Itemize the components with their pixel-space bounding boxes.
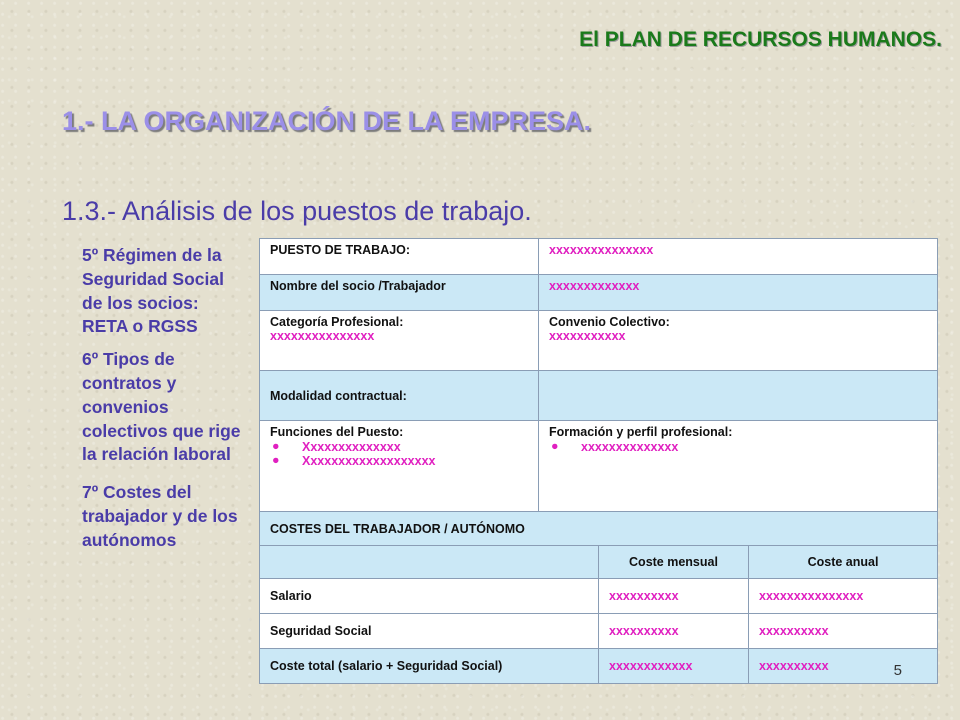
- row-nombre: [260, 275, 938, 311]
- cost-row-mensual: xxxxxxxxxx: [599, 579, 749, 614]
- list-item: ● Xxxxxxxxxxxxxxxxxxx: [272, 453, 436, 468]
- bullet-icon: ●: [551, 439, 559, 453]
- col-coste-mensual: Coste mensual: [599, 546, 749, 579]
- bullet-icon: ●: [272, 439, 280, 453]
- modalidad-label: Modalidad contractual:: [260, 371, 539, 421]
- side-note-contratos: 6º Tipos de contratos y convenios colectivos que rige la relación laboral: [82, 349, 241, 465]
- formacion-list: [549, 440, 927, 454]
- row-modalidad: [260, 371, 938, 421]
- nombre-label: Nombre del socio /Trabajador: [260, 275, 539, 311]
- categoria-label: Categoría Profesional:: [270, 315, 404, 329]
- section-title: 1.- LA ORGANIZACIÓN DE LA EMPRESA.: [62, 106, 592, 136]
- list-item: ● xxxxxxxxxxxxxx: [551, 439, 679, 454]
- cost-row-anual: xxxxxxxxxx: [749, 649, 938, 684]
- convenio-value: xxxxxxxxxxx: [549, 329, 626, 343]
- puesto-label: PUESTO DE TRABAJO:: [260, 239, 539, 275]
- funciones-label: Funciones del Puesto:: [270, 425, 404, 439]
- job-analysis-table: [259, 238, 938, 684]
- list-item: ● Xxxxxxxxxxxxxx: [272, 439, 401, 454]
- nombre-value: xxxxxxxxxxxxx: [539, 275, 938, 311]
- cost-row-label: Coste total (salario + Seguridad Social): [260, 649, 599, 684]
- row-categoria-convenio: [260, 311, 938, 371]
- funciones-list: [270, 440, 528, 468]
- row-costes-title: [260, 512, 938, 546]
- categoria-value: xxxxxxxxxxxxxxx: [270, 329, 375, 343]
- cost-row-label: Seguridad Social: [260, 614, 599, 649]
- row-funciones-formacion: [260, 421, 938, 512]
- categoria-cell: [260, 311, 539, 371]
- cost-row-anual: xxxxxxxxxxxxxxx: [749, 579, 938, 614]
- side-note-seguridad-social: 5º Régimen de la Seguridad Social de los socios: RETA o RGSS: [82, 245, 224, 337]
- table-row: [260, 649, 938, 684]
- cost-row-label: Salario: [260, 579, 599, 614]
- convenio-cell: [539, 311, 938, 371]
- presentation-title: El PLAN DE RECURSOS HUMANOS.: [579, 28, 942, 51]
- convenio-label: Convenio Colectivo:: [549, 315, 670, 329]
- subsection-title: 1.3.- Análisis de los puestos de trabajo.: [62, 196, 532, 226]
- cost-row-anual: xxxxxxxxxx: [749, 614, 938, 649]
- row-puesto: [260, 239, 938, 275]
- costes-header-empty: [260, 546, 599, 579]
- page-number: 5: [893, 662, 902, 679]
- bullet-icon: ●: [272, 453, 280, 467]
- side-notes: [82, 244, 242, 553]
- formacion-label: Formación y perfil profesional:: [549, 425, 733, 439]
- cost-row-mensual: xxxxxxxxxx: [599, 614, 749, 649]
- col-coste-anual: Coste anual: [749, 546, 938, 579]
- table-row: [260, 579, 938, 614]
- formacion-cell: [539, 421, 938, 512]
- row-costes-header: [260, 546, 938, 579]
- funciones-cell: [260, 421, 539, 512]
- modalidad-value: [539, 371, 938, 421]
- side-note-costes: 7º Costes del trabajador y de los autónomos: [82, 482, 238, 550]
- puesto-value: xxxxxxxxxxxxxxx: [539, 239, 938, 275]
- table-row: [260, 614, 938, 649]
- costes-title: COSTES DEL TRABAJADOR / AUTÓNOMO: [260, 512, 938, 546]
- cost-row-mensual: xxxxxxxxxxxx: [599, 649, 749, 684]
